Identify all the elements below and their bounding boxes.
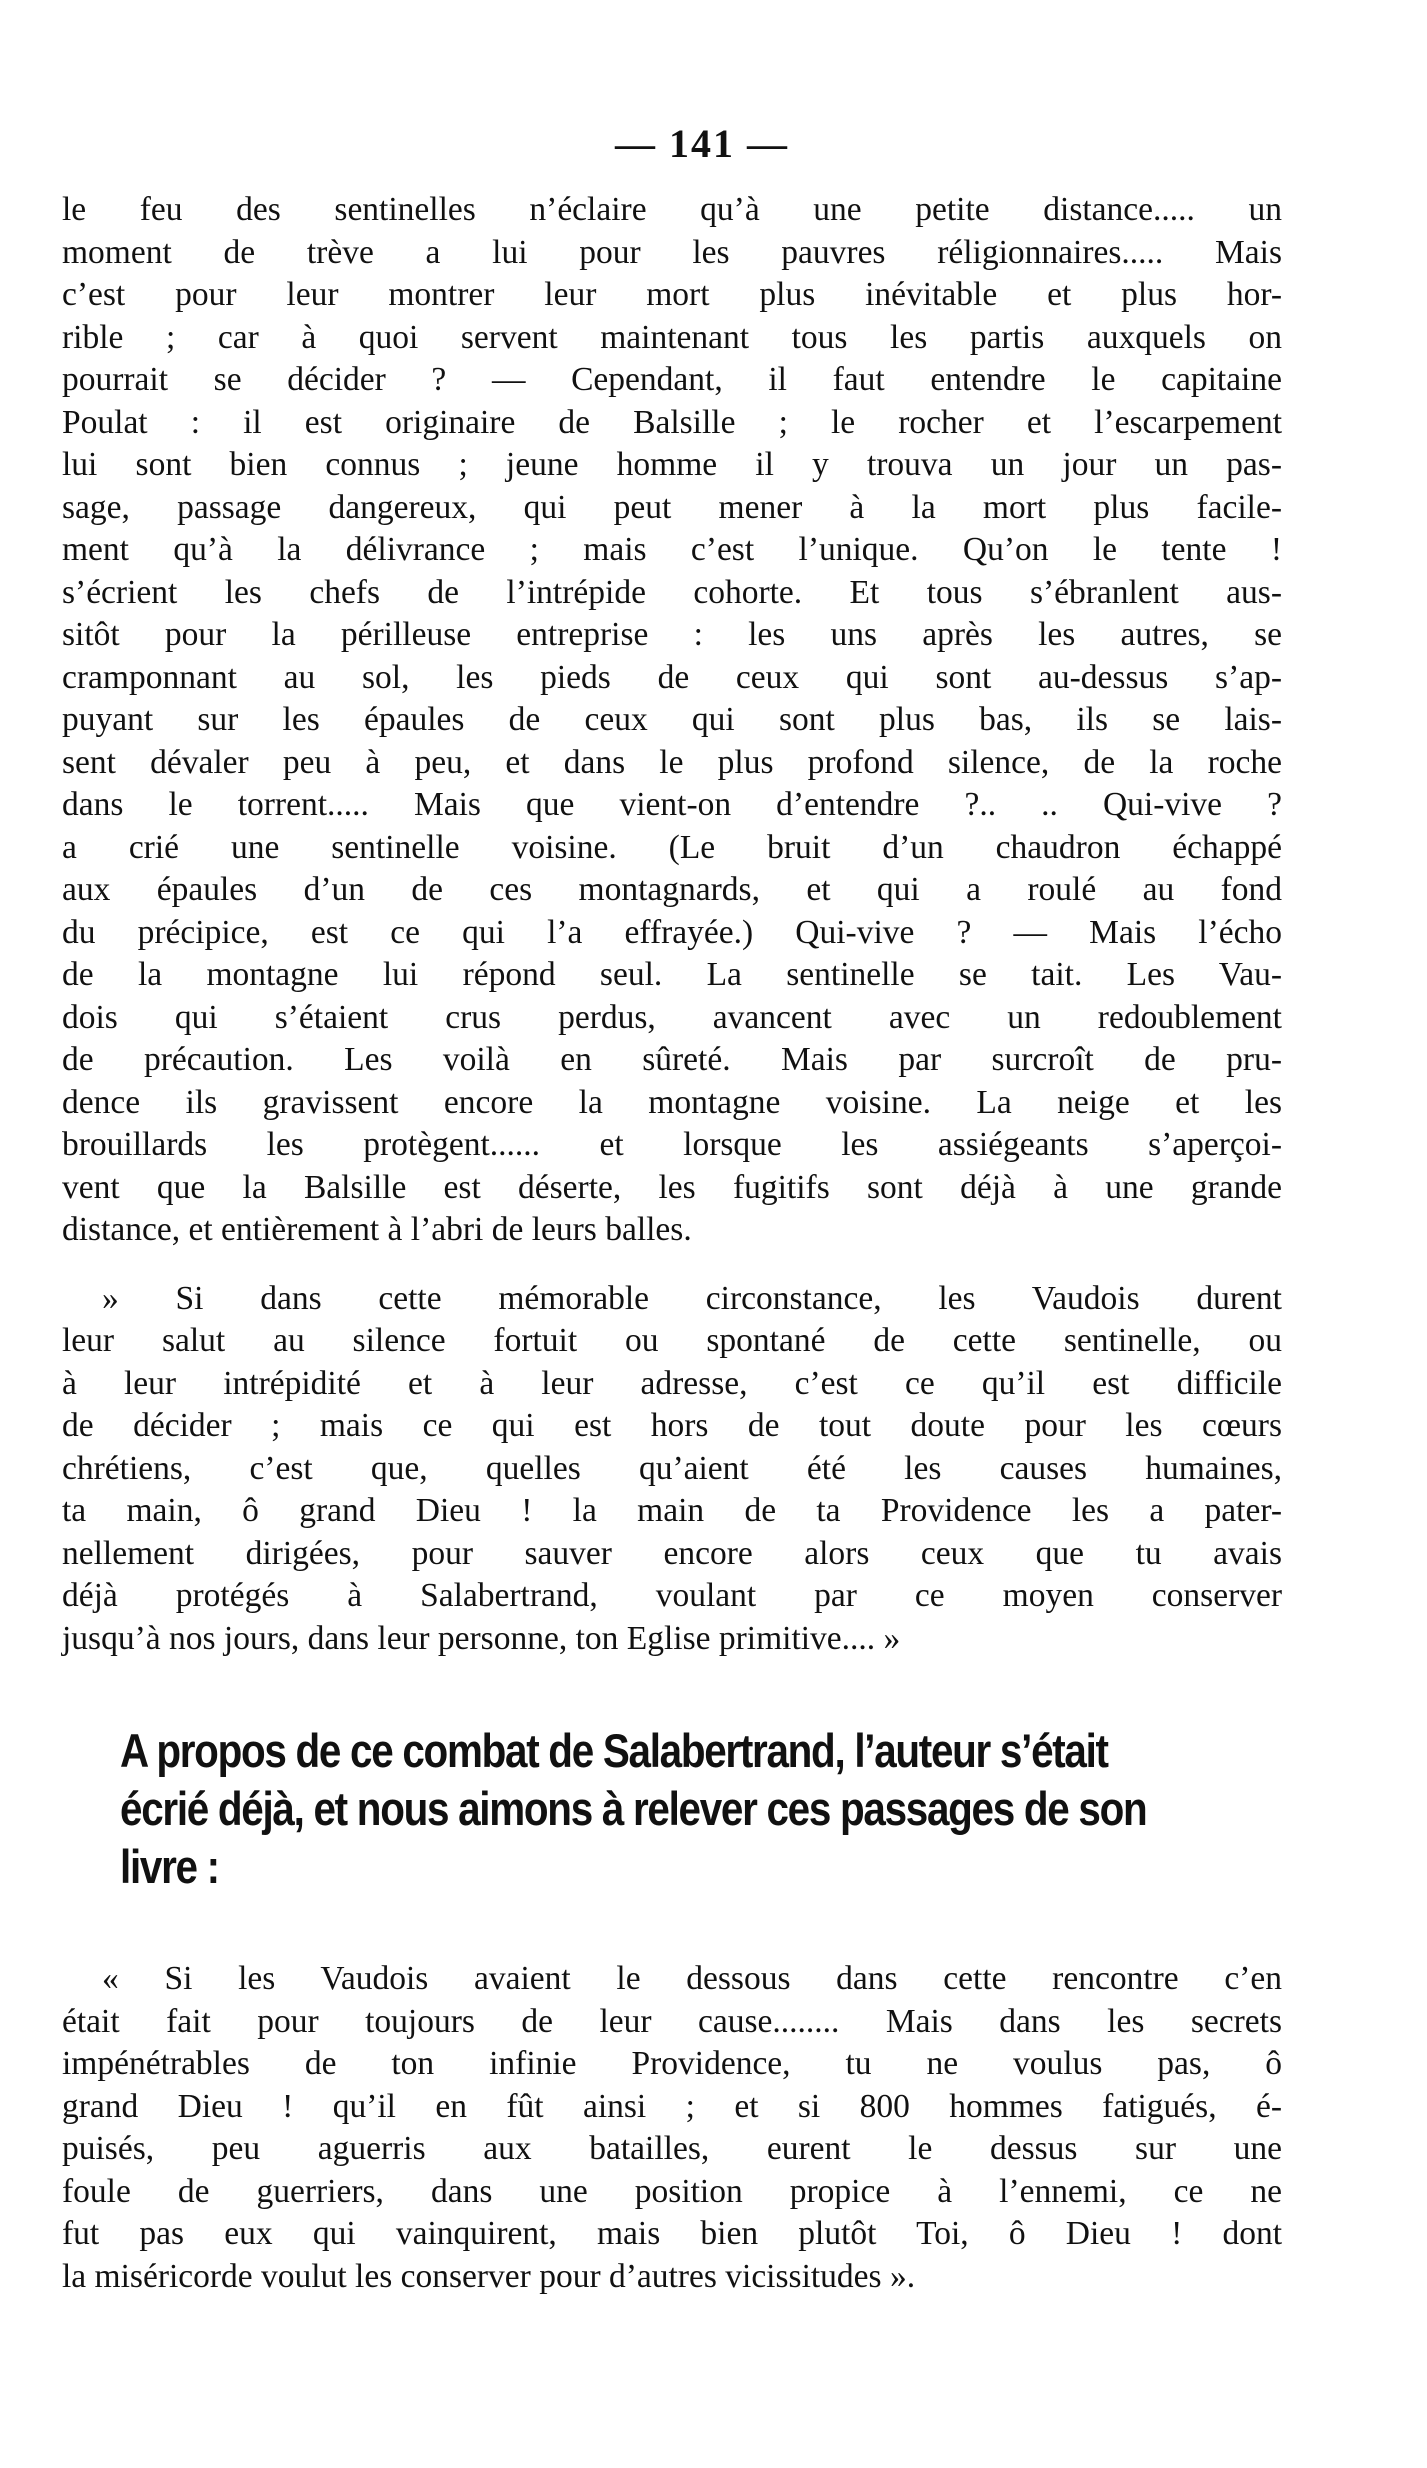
text-line: du précipice, est ce qui l’a effrayée.) Qui-vive ? — Mais l’écho	[62, 913, 1282, 951]
text-line: aux épaules d’un de ces montagnards, et qui a roulé au fond	[62, 871, 1282, 908]
text-line: s’écrient les chefs de l’intrépide cohorte. Et tous s’ébranlent aus-	[62, 573, 1282, 611]
text-line: Poulat : il est originaire de Balsille ; le rocher et l’escarpement	[62, 403, 1282, 441]
paragraph-quotation	[62, 1958, 1282, 2298]
heading-line: A propos de ce combat de Salabertrand, l’auteur s’était	[120, 1724, 1108, 1777]
text-line: impénétrables de ton infinie Providence, tu ne voulus pas, ô	[62, 2045, 1282, 2082]
text-line: de précaution. Les voilà en sûreté. Mais par surcroît de pru-	[62, 1041, 1282, 1078]
text-line: jusqu’à nos jours, dans leur personne, ton Eglise primitive.... »	[62, 1619, 901, 1657]
text-line: de la montagne lui répond seul. La sentinelle se tait. Les Vau-	[62, 956, 1282, 993]
heading-line: écrié déjà, et nous aimons à relever ces passages de son	[120, 1782, 1147, 1835]
text-line: grand Dieu ! qu’il en fût ainsi ; et si 800 hommes fatigués, é-	[62, 2087, 1282, 2125]
paragraph-providence	[62, 1278, 1282, 1661]
text-line: » Si dans cette mémorable circonstance, les Vaudois durent	[102, 1279, 1282, 1317]
text-line: leur salut au silence fortuit ou spontané de cette sentinelle, ou	[62, 1322, 1282, 1359]
book-page	[62, 120, 1282, 2298]
text-line: de décider ; mais ce qui est hors de tout doute pour les cœurs	[62, 1407, 1282, 1444]
text-line: distance, et entièrement à l’abri de leurs balles.	[62, 1211, 692, 1248]
text-line: sitôt pour la périlleuse entreprise : les uns après les autres, se	[62, 616, 1282, 653]
text-line: chrétiens, c’est que, quelles qu’aient été les causes humaines,	[62, 1449, 1282, 1487]
paragraph-gap	[62, 1252, 1282, 1278]
text-line: dans le torrent..... Mais que vient-on d’entendre ?.. .. Qui-vive ?	[62, 786, 1282, 823]
text-line: cramponnant au sol, les pieds de ceux qui sont au-dessus s’ap-	[62, 658, 1282, 696]
text-line: dois qui s’étaient crus perdus, avancent avec un redoublement	[62, 998, 1282, 1036]
text-line: déjà protégés à Salabertrand, voulant par ce moyen conserver	[62, 1577, 1282, 1614]
text-line: « Si les Vaudois avaient le dessous dans cette rencontre c’en	[102, 1960, 1282, 1997]
text-line: était fait pour toujours de leur cause........ Mais dans les secrets	[62, 2002, 1282, 2040]
text-line: moment de trève a lui pour les pauvres réligionnaires..... Mais	[62, 233, 1282, 271]
text-line: rible ; car à quoi servent maintenant tous les partis auxquels on	[62, 318, 1282, 356]
heading-line: livre :	[120, 1840, 219, 1893]
text-line: lui sont bien connus ; jeune homme il y trouva un jour un pas-	[62, 446, 1282, 483]
text-line: ment qu’à la délivrance ; mais c’est l’unique. Qu’on le tente !	[62, 531, 1282, 568]
text-line: foule de guerriers, dans une position propice à l’ennemi, ce ne	[62, 2172, 1282, 2210]
text-line: ta main, ô grand Dieu ! la main de ta Providence les a pater-	[62, 1492, 1282, 1529]
text-line: puisés, peu aguerris aux batailles, eurent le dessus sur une	[62, 2130, 1282, 2167]
text-line: c’est pour leur montrer leur mort plus inévitable et plus hor-	[62, 276, 1282, 313]
text-line: la miséricorde voulut les conserver pour d’autres vicissitudes ».	[62, 2257, 916, 2295]
text-line: sage, passage dangereux, qui peut mener à la mort plus facile-	[62, 488, 1282, 526]
text-line: a crié une sentinelle voisine. (Le bruit d’un chaudron échappé	[62, 828, 1282, 866]
text-line: à leur intrépidité et à leur adresse, c’est ce qu’il est difficile	[62, 1364, 1282, 1402]
section-heading	[120, 1722, 1341, 1896]
paragraph-balsille-escape	[62, 189, 1282, 1252]
text-line: puyant sur les épaules de ceux qui sont plus bas, ils se lais-	[62, 701, 1282, 738]
text-line: nellement dirigées, pour sauver encore alors ceux que tu avais	[62, 1534, 1282, 1572]
text-line: dence ils gravissent encore la montagne voisine. La neige et les	[62, 1083, 1282, 1121]
text-line: sent dévaler peu à peu, et dans le plus profond silence, de la roche	[62, 743, 1282, 781]
text-line: brouillards les protègent...... et lorsque les assiégeants s’aperçoi-	[62, 1126, 1282, 1163]
text-line: pourrait se décider ? — Cependant, il faut entendre le capitaine	[62, 361, 1282, 398]
text-line: le feu des sentinelles n’éclaire qu’à une petite distance..... un	[62, 191, 1282, 228]
text-line: vent que la Balsille est déserte, les fugitifs sont déjà à une grande	[62, 1168, 1282, 1206]
text-line: fut pas eux qui vainquirent, mais bien plutôt Toi, ô Dieu ! dont	[62, 2215, 1282, 2252]
page-number: — 141 —	[615, 121, 789, 166]
